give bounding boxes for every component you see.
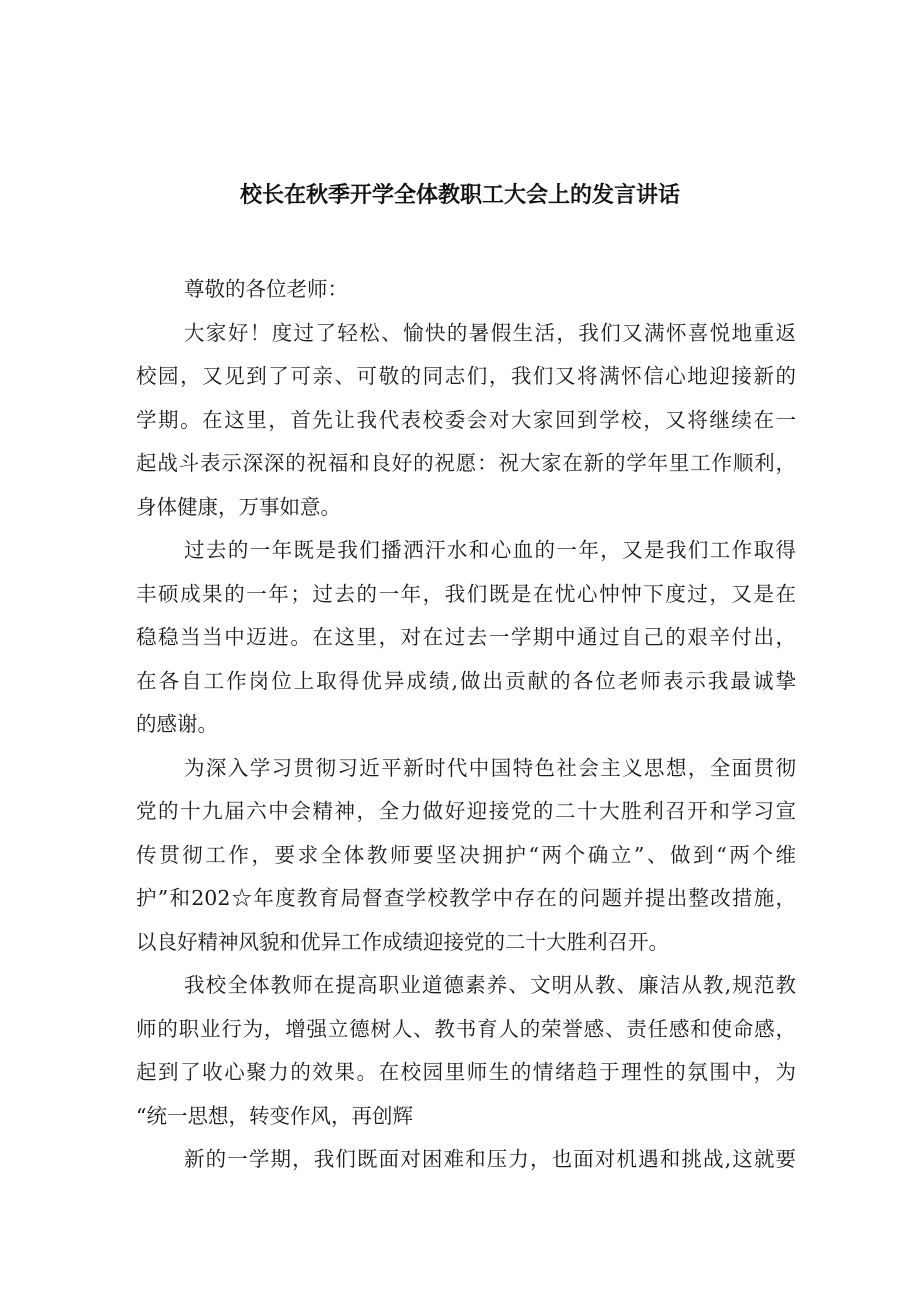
paragraph-line: 过去的一年既是我们播洒汗水和心血的一年，又是我们工作取得 — [184, 538, 796, 562]
paragraph-line: 师的职业行为，增强立德树人、教书育人的荣誉感、责任感和使命感， — [136, 1016, 796, 1041]
paragraph-line: 身体健康，万事如意。 — [136, 494, 341, 519]
paragraph-line: 大家好！度过了轻松、愉快的暑假生活，我们又满怀喜悦地重返 — [184, 320, 796, 345]
paragraph-line: 为深入学习贯彻习近平新时代中国特色社会主义思想，全面贯彻 — [184, 755, 796, 780]
paragraph-line: 丰硕成果的一年；过去的一年，我们既是在忧心忡忡下度过，又是在 — [136, 581, 796, 606]
document-title: 校长在秋季开学全体教职工大会上的发言讲话 — [239, 183, 680, 208]
paragraph-line: 新的一学期，我们既面对困难和压力，也面对机遇和挑战,这就要 — [184, 1147, 796, 1171]
paragraph-line: 校园，又见到了可亲、可敬的同志们，我们又将满怀信心地迎接新的 — [136, 364, 796, 388]
paragraph-line: “统一思想，转变作风，再创辉 — [136, 1103, 413, 1128]
paragraph-line: 起到了收心聚力的效果。在校园里师生的情绪趋于理性的氛围中，为 — [136, 1060, 796, 1084]
paragraph-line: 在各自工作岗位上取得优异成绩,做出贡献的各位老师表示我最诚挚 — [136, 668, 796, 693]
paragraph-line: 护”和202☆年度教育局督查学校教学中存在的问题并提出整改措施， — [136, 886, 796, 910]
paragraph-line: 学期。在这里，首先让我代表校委会对大家回到学校，又将继续在一 — [136, 407, 796, 432]
paragraph-line: 的感谢。 — [136, 712, 218, 736]
paragraph-line: 以良好精神风貌和优异工作成绩迎接党的二十大胜利召开。 — [136, 929, 669, 954]
paragraph-line: 我校全体教师在提高职业道德素养、文明从教、廉洁从教,规范教 — [184, 973, 796, 997]
paragraph-line: 传贯彻工作，要求全体教师要坚决拥护“两个确立”、做到“两个维 — [136, 842, 796, 867]
salutation-line: 尊敬的各位老师： — [184, 277, 348, 301]
paragraph-line: 起战斗表示深深的祝福和良好的祝愿：祝大家在新的学年里工作顺利， — [136, 451, 796, 475]
paragraph-line: 党的十九届六中会精神，全力做好迎接党的二十大胜利召开和学习宣 — [136, 799, 796, 823]
paragraph-line: 稳稳当当中迈进。在这里，对在过去一学期中通过自己的艰辛付出， — [136, 625, 796, 649]
document-body — [136, 268, 796, 1182]
